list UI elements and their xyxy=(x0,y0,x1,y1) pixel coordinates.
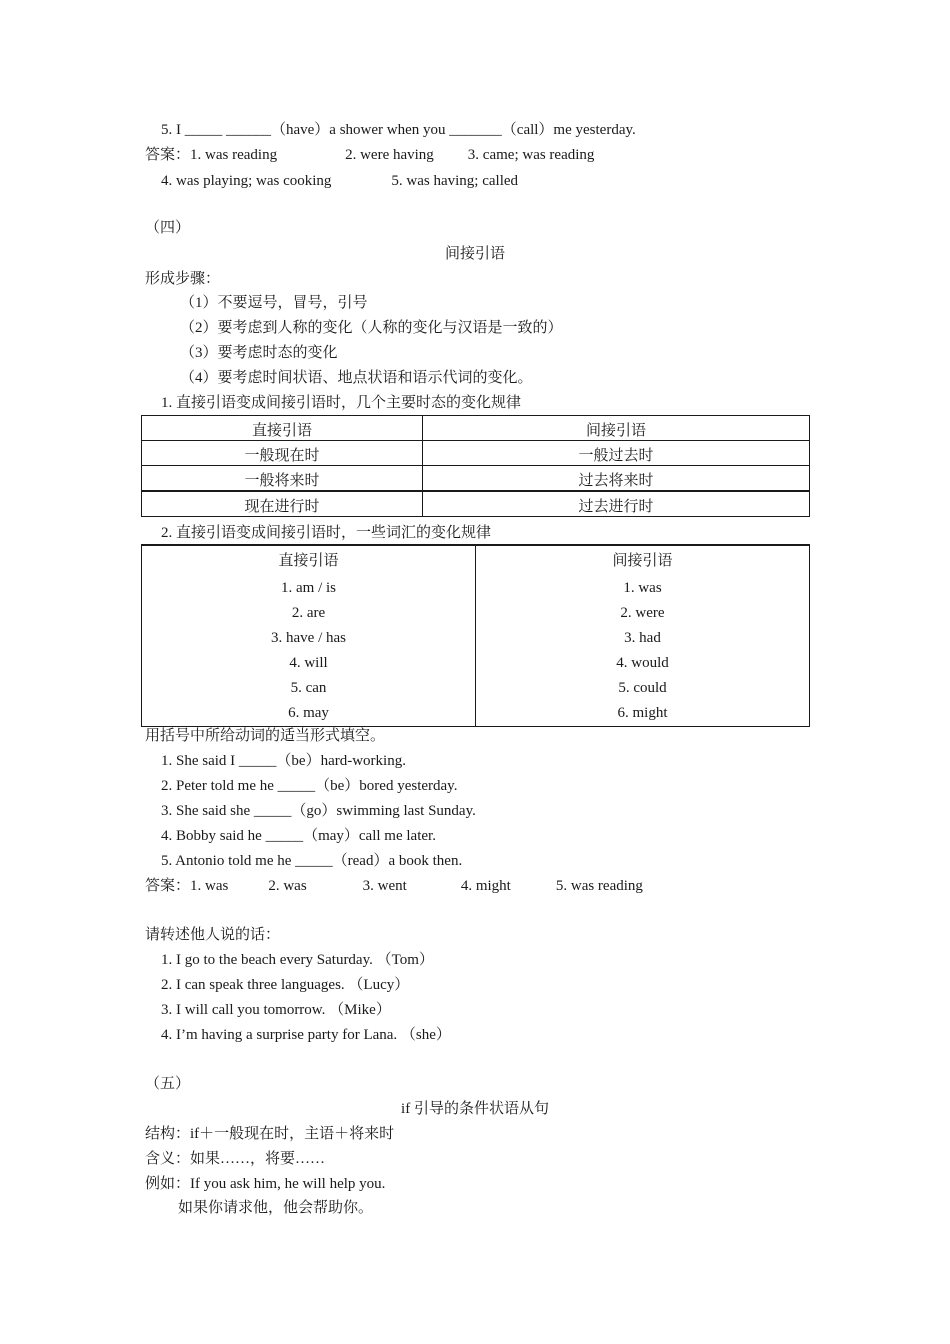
table-header-row xyxy=(142,416,810,441)
answer-item: 5. was having; called xyxy=(391,173,519,189)
table-cell: 2. are xyxy=(291,605,326,621)
table-cell: 6. may xyxy=(288,705,329,721)
example-line: 例如：If you ask him, he will help you. xyxy=(145,1176,386,1192)
table-cell: 3. had xyxy=(624,630,661,646)
section-label: （五） xyxy=(145,1076,191,1092)
section-title: 间接引语 xyxy=(444,246,505,262)
example-translation: 如果你请求他，他会帮助你。 xyxy=(178,1200,374,1216)
section-label: （四） xyxy=(145,220,191,236)
answer-label: 答案： xyxy=(145,147,191,163)
retell-intro: 请转述他人说的话： xyxy=(145,927,281,943)
retell-item: 4. I’m having a surprise party for Lana. （she） xyxy=(161,1027,451,1043)
answers-row xyxy=(145,877,643,895)
answer-item: 3. came; was reading xyxy=(467,147,595,163)
section-title: if 引导的条件状语从句 xyxy=(401,1101,549,1117)
table-row xyxy=(142,491,810,517)
rule-heading: 1. 直接引语变成间接引语时，几个主要时态的变化规律 xyxy=(161,395,522,411)
table-cell: 3. have / has xyxy=(271,630,346,646)
rule-heading: 2. 直接引语变成间接引语时，一些词汇的变化规律 xyxy=(161,525,492,541)
table-row xyxy=(142,545,810,727)
answer-item: 1. was xyxy=(190,878,229,894)
answer-item: 4. was playing; was cooking xyxy=(161,173,332,189)
table-cell: 4. would xyxy=(616,655,669,671)
step-item: （3）要考虑时态的变化 xyxy=(180,345,338,361)
answer-item: 1. was reading xyxy=(190,147,278,163)
table-cell: 1. am / is xyxy=(281,580,336,596)
table-cell: 过去将来时 xyxy=(423,466,810,492)
table-cell: 5. could xyxy=(618,680,667,696)
retell-item: 2. I can speak three languages. （Lucy） xyxy=(161,977,410,993)
table-cell: 一般将来时 xyxy=(142,466,423,492)
table-cell: 5. can xyxy=(290,680,327,696)
step-item: （1）不要逗号，冒号，引号 xyxy=(180,295,368,311)
table-header-cell: 间接引语 xyxy=(612,553,673,569)
answer-item: 5. was reading xyxy=(555,878,643,894)
vocabulary-change-table xyxy=(141,544,810,727)
answer-item: 4. might xyxy=(460,878,511,894)
table-cell: 6. might xyxy=(617,705,668,721)
answer-item: 3. went xyxy=(362,878,407,894)
answer-item: 2. was xyxy=(268,878,307,894)
table-row xyxy=(142,466,810,492)
table-cell: 一般过去时 xyxy=(423,441,810,466)
table-header-cell: 直接引语 xyxy=(142,416,423,441)
exercise-item: 5. Antonio told me he _____（read）a book then. xyxy=(161,853,463,869)
retell-item: 3. I will call you tomorrow. （Mike） xyxy=(161,1002,391,1018)
table-cell: 4. will xyxy=(289,655,328,671)
table-cell: 2. were xyxy=(620,605,665,621)
table-column-indirect xyxy=(476,545,810,727)
meaning-line: 含义：如果……，将要…… xyxy=(145,1151,326,1167)
structure-line: 结构：if＋一般现在时，主语＋将来时 xyxy=(145,1126,395,1142)
table-column-direct xyxy=(142,545,476,727)
answers-row-1 xyxy=(145,146,594,164)
table-cell: 过去进行时 xyxy=(423,491,810,517)
exercise-item: 1. She said I _____（be）hard-working. xyxy=(161,753,406,769)
exercise-item: 3. She said she _____（go）swimming last Sunday. xyxy=(161,803,476,819)
answer-label: 答案： xyxy=(145,878,191,894)
retell-item: 1. I go to the beach every Saturday. （Tom） xyxy=(161,952,434,968)
step-item: （4）要考虑时间状语、地点状语和语示代词的变化。 xyxy=(180,370,533,386)
table-cell: 一般现在时 xyxy=(142,441,423,466)
step-item: （2）要考虑到人称的变化（人称的变化与汉语是一致的） xyxy=(180,320,563,336)
table-row xyxy=(142,441,810,466)
exercise-item: 4. Bobby said he _____（may）call me later. xyxy=(161,828,436,844)
tense-change-table xyxy=(141,415,810,517)
answers-row-2 xyxy=(161,172,518,190)
answer-item: 2. were having xyxy=(345,147,434,163)
table-cell: 现在进行时 xyxy=(142,491,423,517)
table-header-cell: 间接引语 xyxy=(423,416,810,441)
exercise-intro: 用括号中所给动词的适当形式填空。 xyxy=(145,728,386,744)
table-header-cell: 直接引语 xyxy=(278,553,339,569)
table-cell: 1. was xyxy=(623,580,662,596)
steps-label: 形成步骤： xyxy=(145,271,221,287)
exercise-item-5: 5. I _____ ______（have）a shower when you _______（call）me yesterday. xyxy=(161,122,636,138)
exercise-item: 2. Peter told me he _____（be）bored yesterday. xyxy=(161,778,458,794)
